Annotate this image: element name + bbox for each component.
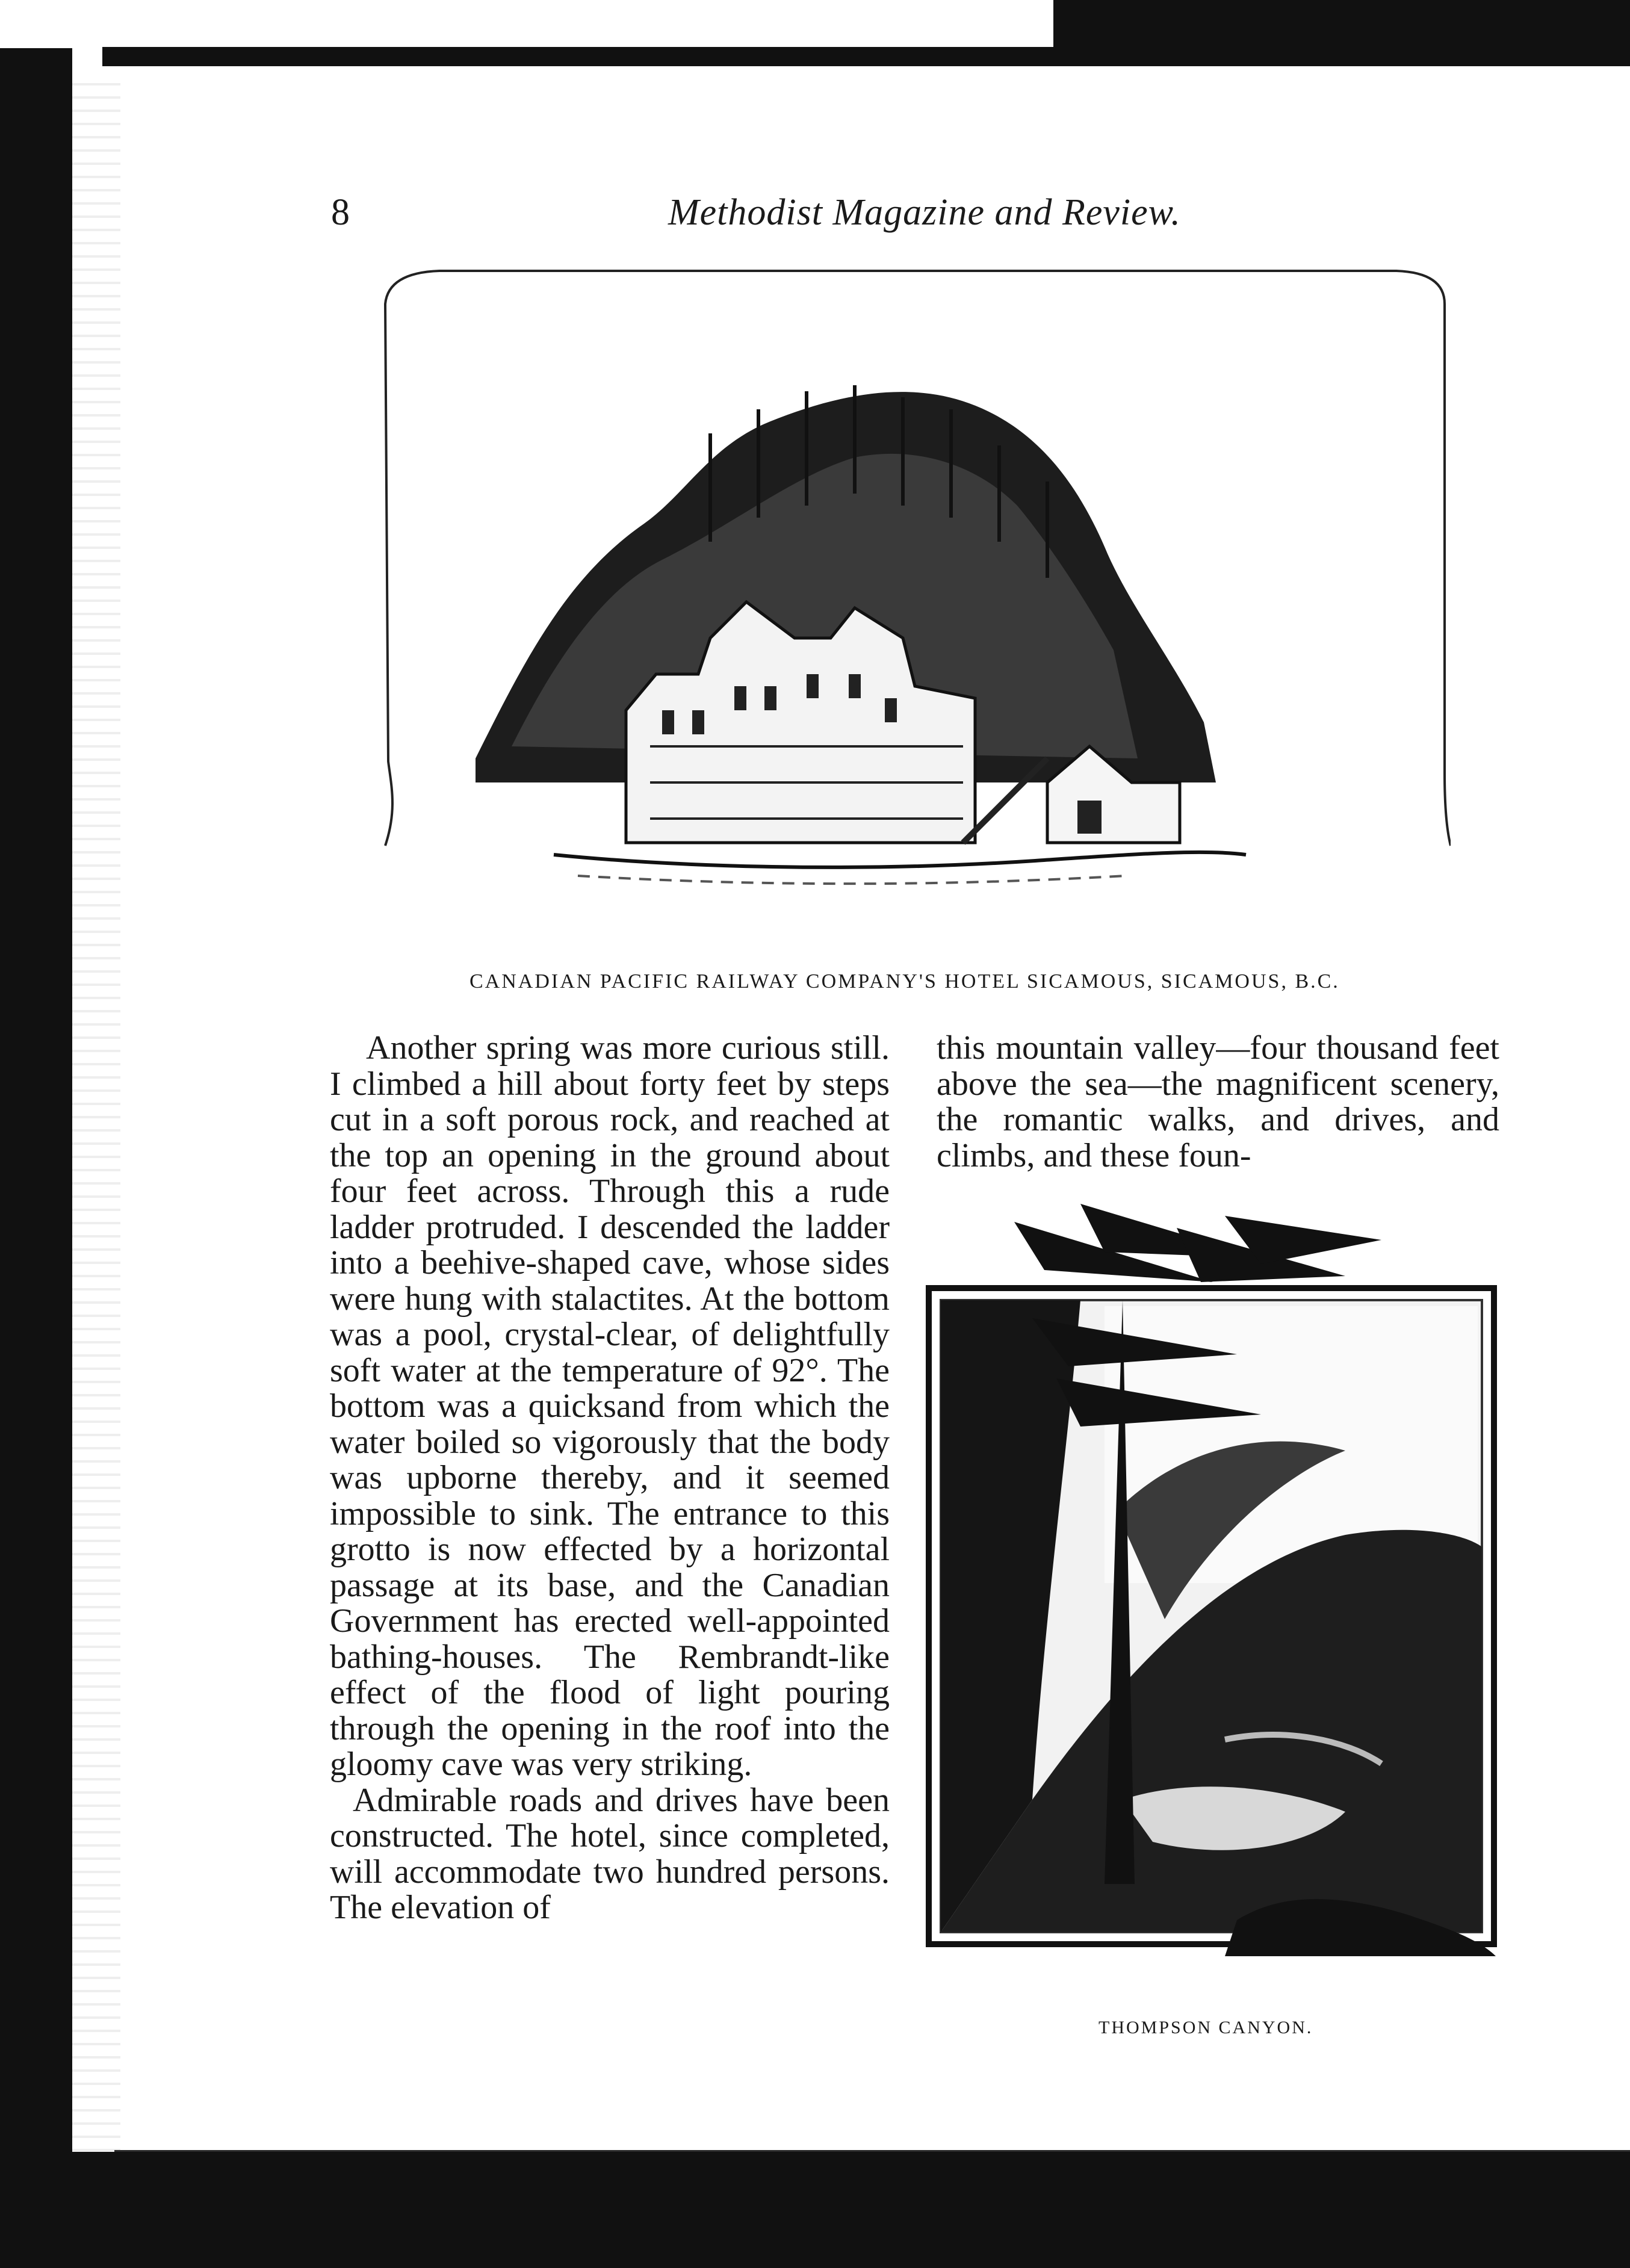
scan-bottom-shadow — [0, 2152, 1630, 2268]
scan-left-shadow — [0, 48, 72, 2268]
left-column — [330, 1030, 890, 1926]
right-column — [937, 1030, 1499, 1174]
paragraph: Admirable roads and drives have been constructed. The hotel, since completed, will accommodate two hundred persons. The elevation of — [330, 1781, 890, 1926]
thompson-canyon-illustration — [924, 1198, 1499, 1959]
scan-left-binding — [72, 72, 120, 2179]
scan-top-paper — [90, 0, 1053, 47]
canyon-caption: THOMPSON CANYON. — [1099, 2018, 1313, 2037]
page-number: 8 — [331, 192, 350, 233]
running-head: Methodist Magazine and Review. — [668, 192, 1181, 233]
hotel-caption: CANADIAN PACIFIC RAILWAY COMPANY'S HOTEL SICAMOUS, SICAMOUS, B.C. — [469, 970, 1340, 993]
hotel-sicamous-illustration — [373, 325, 1306, 903]
paragraph: Another spring was more curious still. I climbed a hill about forty feet by steps cut in a soft porous rock, and reached at the top an opening in the ground about four feet across. Through this a rude ladder protruded. I descended the ladder into a beehive-shaped cave, whose sides were hung with stalactites. At the bottom was a pool, crystal-clear, of delightfully soft water at the temperature of 92°. The bottom was a quicksand from which the water boiled so vigorously that the body was upborne thereby, and it seemed impossible to sink. The entrance to this grotto is now effected by a horizontal passage at its base, and the Canadian Government has erected well-appointed bathing-houses. The Rembrandt-like effect of the flood of light pouring through the opening in the roof into the gloomy cave was very striking. — [330, 1029, 890, 1783]
paragraph: this mountain valley—four thousand feet above the sea—the magnificent scenery, the romantic walks, and drives, and climbs, and these foun- — [937, 1029, 1499, 1174]
